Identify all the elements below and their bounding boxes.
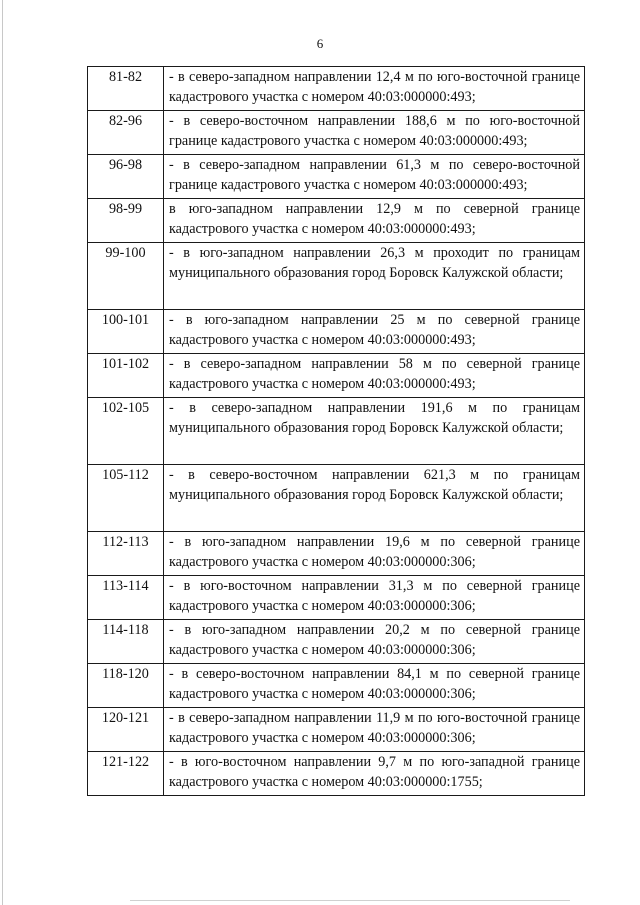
segment-cell: 99-100 (88, 243, 164, 310)
description-cell: - в северо-западном направлении 58 м по северной границе кадастрового участка с номером 40:03:000000:493; (164, 354, 585, 398)
segment-cell: 101-102 (88, 354, 164, 398)
segment-cell: 105-112 (88, 465, 164, 532)
description-cell: - в северо-западном направлении 191,6 м по границам муниципального образования город Боровск Калужской области; (164, 398, 585, 465)
description-cell: - в северо-восточном направлении 188,6 м по юго-восточной границе кадастрового участка с номером 40:03:000000:493; (164, 111, 585, 155)
description-cell: - в юго-западном направлении 26,3 м проходит по границам муниципального образования город Боровск Калужской области; (164, 243, 585, 310)
boundary-table (87, 66, 585, 796)
scan-edge-line (130, 900, 570, 901)
table-row (88, 465, 585, 532)
table-row (88, 664, 585, 708)
segment-cell: 98-99 (88, 199, 164, 243)
table-row (88, 576, 585, 620)
description-cell: в юго-западном направлении 12,9 м по северной границе кадастрового участка с номером 40:03:000000:493; (164, 199, 585, 243)
table-row (88, 708, 585, 752)
description-cell: - в юго-западном направлении 25 м по северной границе кадастрового участка с номером 40:03:000000:493; (164, 310, 585, 354)
table-row (88, 310, 585, 354)
description-cell: - в северо-восточном направлении 84,1 м по северной границе кадастрового участка с номером 40:03:000000:306; (164, 664, 585, 708)
table-row (88, 155, 585, 199)
description-cell: - в северо-восточном направлении 621,3 м по границам муниципального образования город Боровск Калужской области; (164, 465, 585, 532)
table-row (88, 620, 585, 664)
table-row (88, 243, 585, 310)
segment-cell: 113-114 (88, 576, 164, 620)
description-cell: - в юго-западном направлении 19,6 м по северной границе кадастрового участка с номером 40:03:000000:306; (164, 532, 585, 576)
segment-cell: 112-113 (88, 532, 164, 576)
description-cell: - в юго-западном направлении 20,2 м по северной границе кадастрового участка с номером 40:03:000000:306; (164, 620, 585, 664)
segment-cell: 102-105 (88, 398, 164, 465)
description-cell: - в северо-западном направлении 11,9 м по юго-восточной границе кадастрового участка с номером 40:03:000000:306; (164, 708, 585, 752)
scan-edge-line (2, 0, 3, 905)
table-row (88, 199, 585, 243)
segment-cell: 100-101 (88, 310, 164, 354)
table-row (88, 111, 585, 155)
segment-cell: 120-121 (88, 708, 164, 752)
description-cell: - в юго-восточном направлении 9,7 м по юго-западной границе кадастрового участка с номером 40:03:000000:1755; (164, 752, 585, 796)
segment-cell: 82-96 (88, 111, 164, 155)
table-row (88, 532, 585, 576)
description-cell: - в юго-восточном направлении 31,3 м по северной границе кадастрового участка с номером 40:03:000000:306; (164, 576, 585, 620)
table-row (88, 67, 585, 111)
segment-cell: 114-118 (88, 620, 164, 664)
table-row (88, 354, 585, 398)
table-row (88, 752, 585, 796)
description-cell: - в северо-западном направлении 61,3 м по северо-восточной границе кадастрового участка с номером 40:03:000000:493; (164, 155, 585, 199)
segment-cell: 81-82 (88, 67, 164, 111)
segment-cell: 121-122 (88, 752, 164, 796)
page-number: 6 (316, 36, 324, 51)
description-cell: - в северо-западном направлении 12,4 м по юго-восточной границе кадастрового участка с номером 40:03:000000:493; (164, 67, 585, 111)
segment-cell: 96-98 (88, 155, 164, 199)
segment-cell: 118-120 (88, 664, 164, 708)
table-row (88, 398, 585, 465)
